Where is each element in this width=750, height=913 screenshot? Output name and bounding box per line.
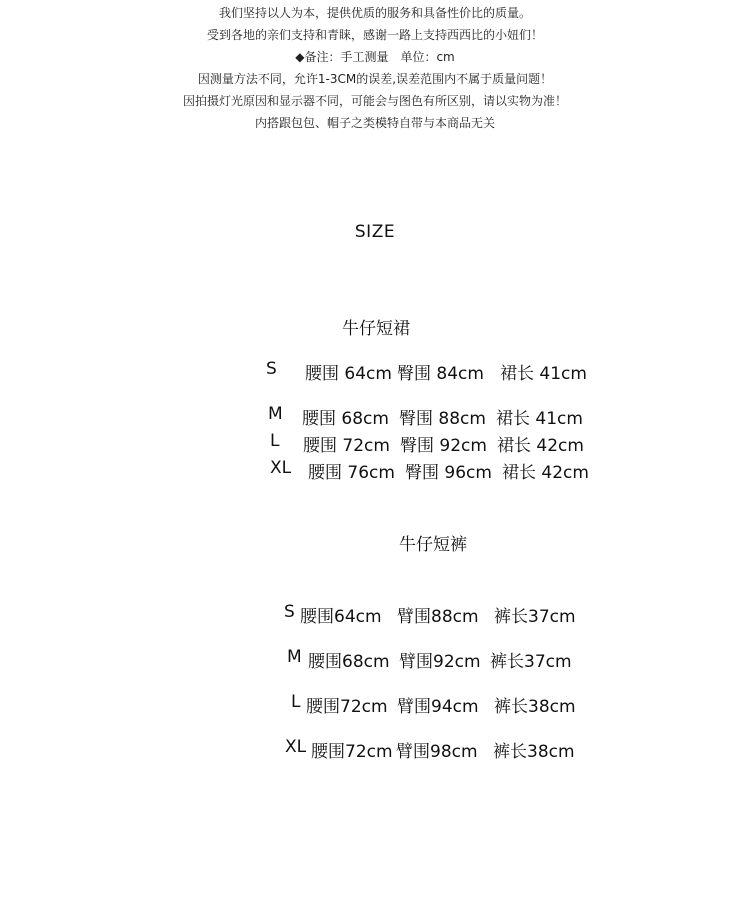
size-label: L — [270, 431, 280, 451]
skirt-row-s — [0, 359, 750, 384]
hip-value: 臂围92cm — [399, 652, 481, 672]
waist-value: 腰围 64cm — [305, 364, 392, 384]
size-label: S — [266, 359, 277, 379]
notice-line: 因测量方法不同，允许1-3CM的误差,误差范围内不属于质量问题！ — [197, 72, 553, 86]
shorts-row-l — [0, 692, 750, 717]
waist-value: 腰围 76cm — [308, 463, 395, 483]
size-label: M — [268, 404, 283, 424]
shorts-title: 牛仔短裤 — [399, 535, 467, 555]
skirt-row-m — [0, 404, 750, 429]
notice-line: 内搭跟包包、帽子之类模特自带与本商品无关 — [254, 116, 495, 130]
length-value: 裙长 41cm — [496, 409, 583, 429]
hip-value: 臀围 88cm — [399, 409, 486, 429]
size-label: XL — [285, 737, 307, 757]
length-value: 裤长37cm — [490, 652, 572, 672]
hip-value: 臂围94cm — [397, 697, 479, 717]
length-value: 裤长38cm — [493, 742, 575, 762]
length-value: 裙长 42cm — [497, 436, 584, 456]
shorts-row-xl — [0, 737, 750, 762]
hip-value: 臀围 84cm — [397, 364, 484, 384]
shorts-row-m — [0, 647, 750, 672]
waist-value: 腰围 72cm — [303, 436, 390, 456]
size-label: S — [284, 602, 295, 622]
size-label: M — [287, 647, 302, 667]
size-label: L — [291, 692, 301, 712]
size-label: XL — [270, 458, 292, 478]
notice-line: 我们坚持以人为本，提供优质的服务和具备性价比的质量。 — [218, 6, 531, 20]
size-heading: SIZE — [354, 222, 396, 242]
length-value: 裤长38cm — [494, 697, 576, 717]
shorts-row-s — [0, 602, 750, 627]
waist-value: 腰围72cm — [311, 742, 393, 762]
length-value: 裤长37cm — [494, 607, 576, 627]
length-value: 裙长 42cm — [502, 463, 589, 483]
notice-line: 因拍摄灯光原因和显示器不同，可能会与图色有所区别，请以实物为准！ — [182, 94, 567, 108]
skirt-title: 牛仔短裙 — [342, 319, 410, 339]
length-value: 裙长 41cm — [500, 364, 587, 384]
waist-value: 腰围64cm — [300, 607, 382, 627]
hip-value: 臂围98cm — [396, 742, 478, 762]
hip-value: 臀围 96cm — [405, 463, 492, 483]
notice-line: ◆备注：手工测量 单位：cm — [295, 50, 455, 64]
notice-line: 受到各地的亲们支持和青睐，感谢一路上支持西西比的小妞们！ — [206, 28, 543, 42]
waist-value: 腰围72cm — [306, 697, 388, 717]
waist-value: 腰围68cm — [308, 652, 390, 672]
store-notice — [0, 2, 750, 134]
skirt-row-xl — [0, 458, 750, 483]
skirt-row-l — [0, 431, 750, 456]
waist-value: 腰围 68cm — [302, 409, 389, 429]
hip-value: 臀围 92cm — [400, 436, 487, 456]
hip-value: 臂围88cm — [397, 607, 479, 627]
